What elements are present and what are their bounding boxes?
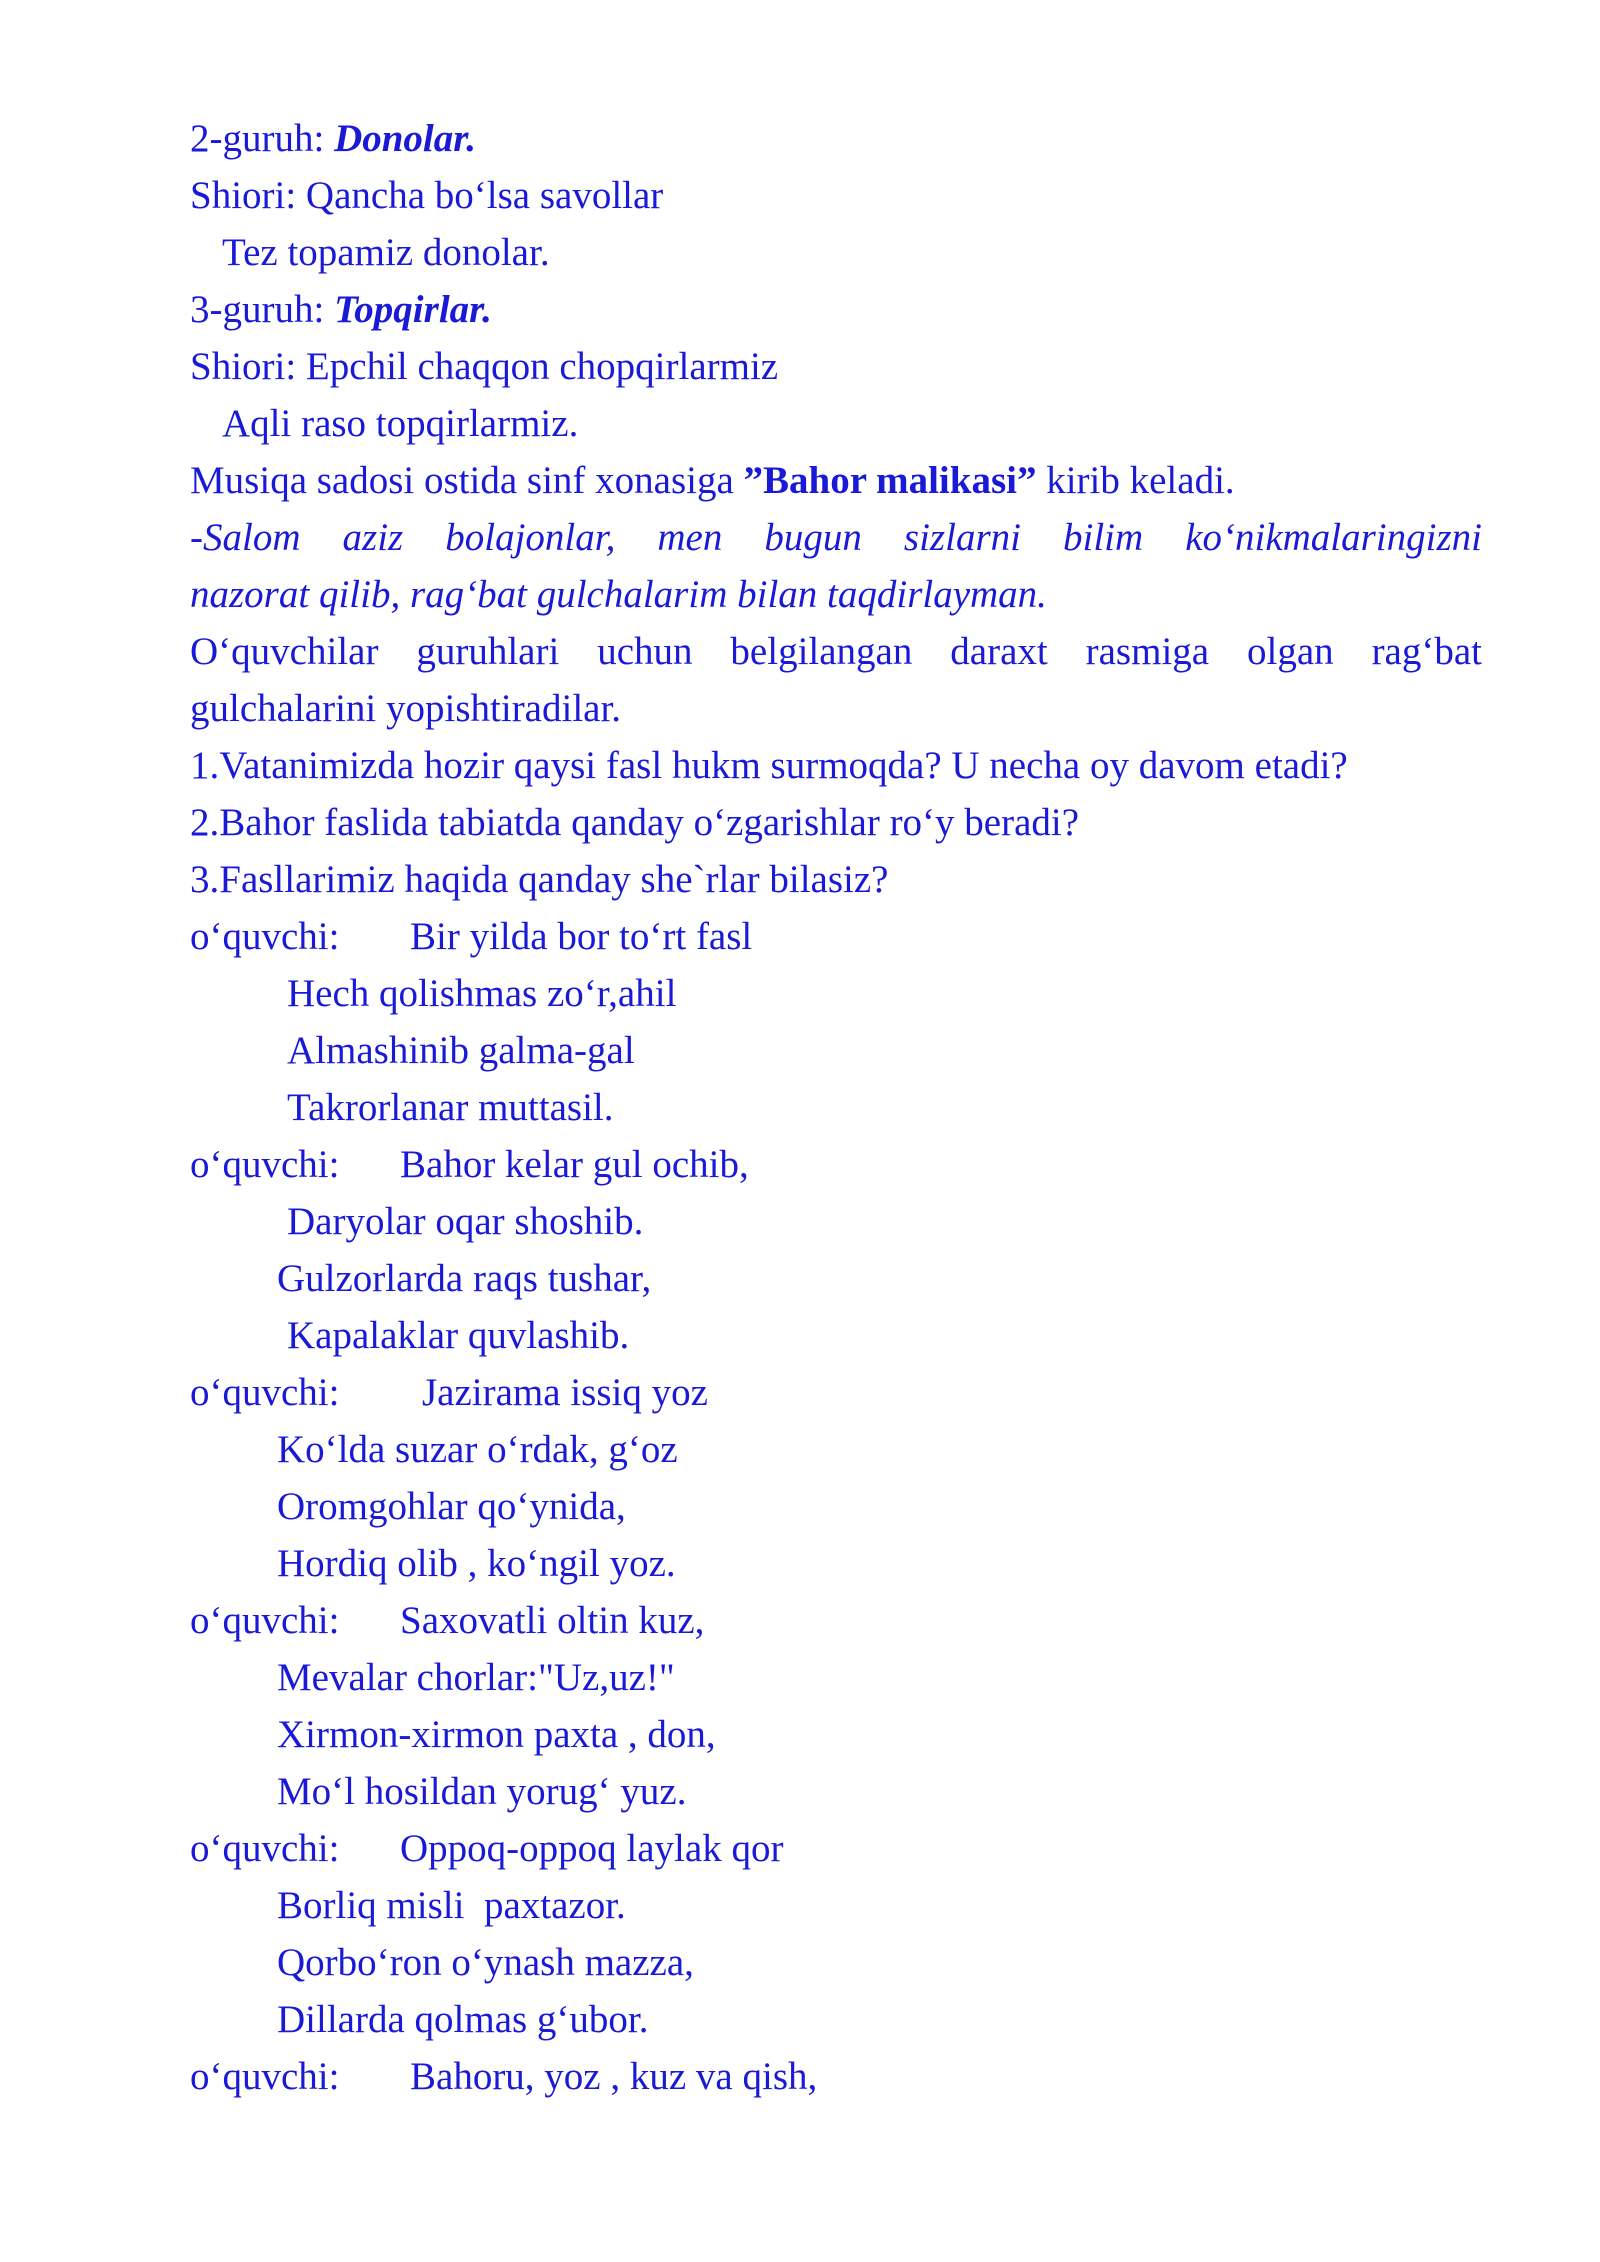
poem-5-verse-1: Oppoq-oppoq laylak qor (400, 1827, 784, 1870)
poem-2-line-1 (190, 1136, 1482, 1193)
group-3-heading (190, 281, 1482, 338)
poem-2-line-3: Gulzorlarda raqs tushar, (277, 1257, 652, 1300)
student-label: o‘quvchi: (190, 2055, 340, 2098)
group-3-motto-line-2: Aqli raso topqirlarmiz. (222, 402, 579, 445)
poem-4-verse-1: Saxovatli oltin kuz, (400, 1599, 705, 1642)
poem-3-line-1 (190, 1364, 1482, 1421)
greeting-line-1: -Salom aziz bolajonlar, men bugun sizlarni bilim ko‘nikmalaringizni (190, 516, 1482, 559)
poem-3-line-3: Oromgohlar qo‘ynida, (277, 1485, 626, 1528)
poem-4-line-3: Xirmon-xirmon paxta , don, (277, 1713, 716, 1756)
student-label: o‘quvchi: (190, 1599, 340, 1642)
poem-1-line-3: Almashinib galma-gal (287, 1029, 635, 1072)
intro-after: kirib keladi. (1036, 459, 1235, 502)
group-2-prefix: 2-guruh: (190, 117, 335, 160)
poem-6-line-1 (190, 2048, 1482, 2105)
intro-before: Musiqa sadosi ostida sinf xonasiga (190, 459, 744, 502)
note-line-1: O‘quvchilar guruhlari uchun belgilangan daraxt rasmiga olgan rag‘bat (190, 630, 1482, 673)
student-label: o‘quvchi: (190, 1371, 340, 1414)
poem-3-verse-1: Jazirama issiq yoz (422, 1371, 708, 1414)
poem-4-line-4: Mo‘l hosildan yorug‘ yuz. (277, 1770, 687, 1813)
poem-5-line-3: Qorbo‘ron o‘ynash mazza, (277, 1941, 694, 1984)
poem-5-line-1 (190, 1820, 1482, 1877)
poem-5-line-4: Dillarda qolmas g‘ubor. (277, 1998, 649, 2041)
group-2-motto-line-2: Tez topamiz donolar. (222, 231, 550, 274)
poem-1-line-2: Hech qolishmas zo‘r,ahil (287, 972, 677, 1015)
poem-2-line-2: Daryolar oqar shoshib. (287, 1200, 644, 1243)
greeting-line-2: nazorat qilib, rag‘bat gulchalarim bilan taqdirlayman. (190, 573, 1047, 616)
document-content (190, 110, 1482, 2105)
question-1: 1.Vatanimizda hozir qaysi fasl hukm surmoqda? U necha oy davom etadi? (190, 744, 1348, 787)
poem-2-verse-1: Bahor kelar gul ochib, (400, 1143, 749, 1186)
group-2-motto-line-1: Shiori: Qancha bo‘lsa savollar (190, 174, 664, 217)
group-2-heading (190, 110, 1482, 167)
group-3-prefix: 3-guruh: (190, 288, 335, 331)
poem-1-verse-1: Bir yilda bor to‘rt fasl (410, 915, 753, 958)
poem-3-line-2: Ko‘lda suzar o‘rdak, g‘oz (277, 1428, 678, 1471)
queen-name: ”Bahor malikasi” (743, 459, 1037, 502)
question-3: 3.Fasllarimiz haqida qanday she`rlar bilasiz? (190, 858, 889, 901)
group-3-motto-line-1: Shiori: Epchil chaqqon chopqirlarmiz (190, 345, 779, 388)
student-label: o‘quvchi: (190, 915, 340, 958)
group-2-name: Donolar. (334, 117, 477, 160)
group-3-name: Topqirlar. (334, 288, 492, 331)
poem-4-line-1 (190, 1592, 1482, 1649)
poem-2-line-4: Kapalaklar quvlashib. (287, 1314, 630, 1357)
poem-1-line-4: Takrorlanar muttasil. (287, 1086, 614, 1129)
student-label: o‘quvchi: (190, 1143, 340, 1186)
poem-1-line-1 (190, 908, 1482, 965)
poem-4-line-2: Mevalar chorlar:"Uz,uz!" (277, 1656, 675, 1699)
student-label: o‘quvchi: (190, 1827, 340, 1870)
intro-line (190, 452, 1482, 509)
poem-5-line-2: Borliq misli paxtazor. (277, 1884, 626, 1927)
poem-6-verse-1: Bahoru, yoz , kuz va qish, (410, 2055, 818, 2098)
question-2: 2.Bahor faslida tabiatda qanday o‘zgarishlar ro‘y beradi? (190, 801, 1080, 844)
note-line-2: gulchalarini yopishtiradilar. (190, 687, 622, 730)
poem-3-line-4: Hordiq olib , ko‘ngil yoz. (277, 1542, 676, 1585)
